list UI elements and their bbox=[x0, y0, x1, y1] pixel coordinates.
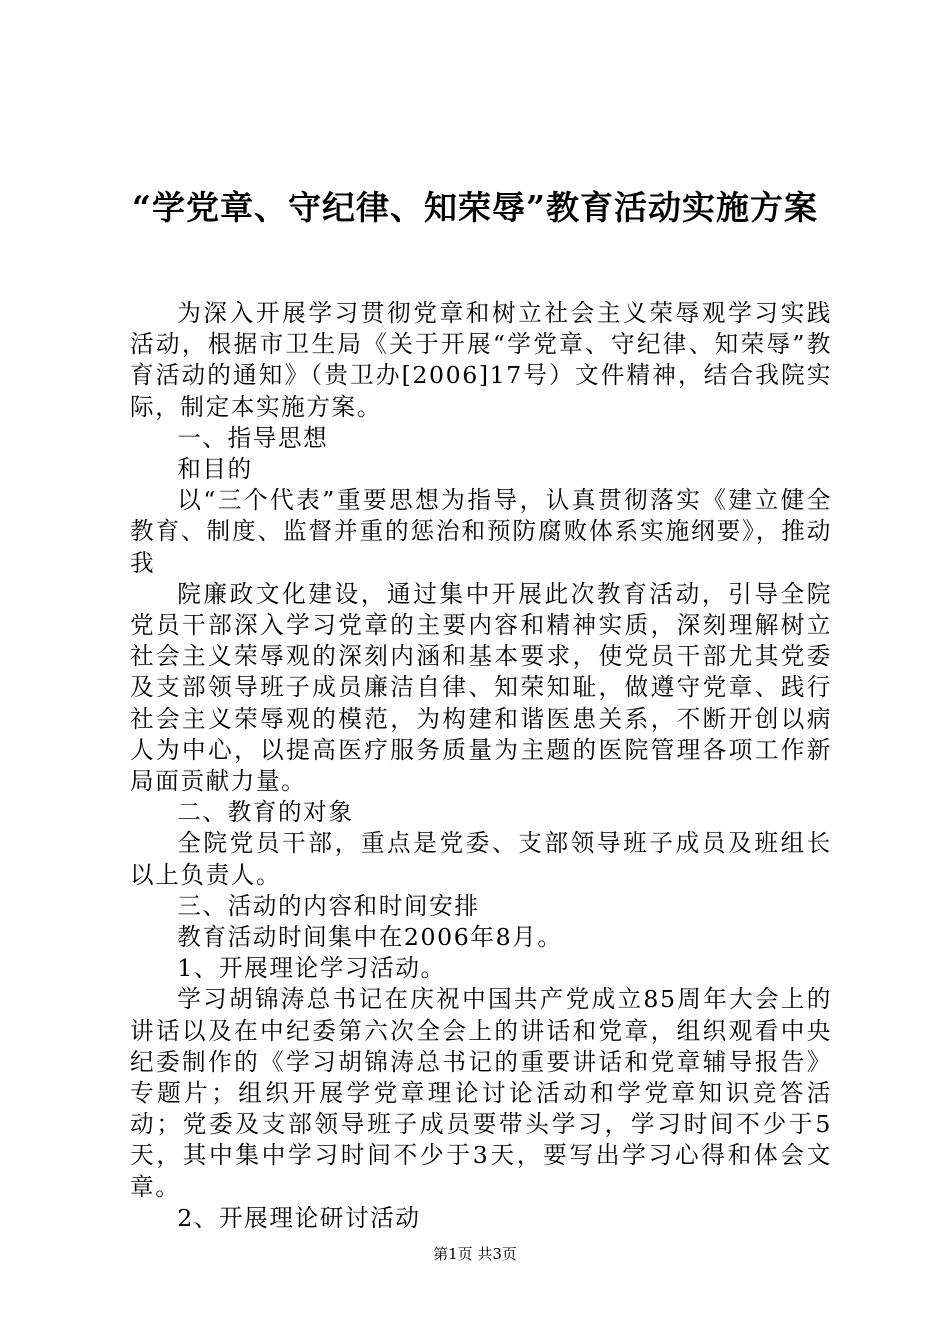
subsection-heading: 2、开展理论研讨活动 bbox=[177, 1203, 421, 1232]
document-body bbox=[130, 298, 832, 1234]
paragraph: 为深入开展学习贯彻党章和树立社会主义荣辱观学习实践活动，根据市卫生局《关于开展“学党章、守纪律、知荣辱”教育活动的通知》（贵卫办[2006]17号）文件精神，结合我院实际，制定本实施方案。 bbox=[130, 299, 832, 421]
paragraph: 以“三个代表”重要思想为指导，认真贯彻落实《建立健全教育、制度、监督并重的惩治和预防腐败体系实施纲要》，推动我 bbox=[130, 486, 832, 577]
document-title: “学党章、守纪律、知荣辱”教育活动实施方案 bbox=[132, 188, 818, 227]
paragraph: 全院党员干部，重点是党委、支部领导班子成员及班组长以上负责人。 bbox=[130, 829, 832, 889]
paragraph: 和目的 bbox=[177, 455, 253, 484]
subsection-heading: 1、开展理论学习活动。 bbox=[177, 954, 446, 983]
section-heading: 一、指导思想 bbox=[177, 423, 329, 452]
section-heading: 三、活动的内容和时间安排 bbox=[177, 891, 480, 920]
paragraph: 教育活动时间集中在2006年8月。 bbox=[177, 923, 563, 952]
page-footer: 第1页 共3页 bbox=[433, 1245, 517, 1263]
paragraph: 学习胡锦涛总书记在庆祝中国共产党成立85周年大会上的讲话以及在中纪委第六次全会上的讲话和党章，组织观看中央纪委制作的《学习胡锦涛总书记的重要讲话和党章辅导报告》专题片；组织开展学党章理论讨论活动和学党章知识竞答活动；党委及支部领导班子成员要带头学习，学习时间不少于5天，其中集中学习时间不少于3天，要写出学习心得和体会文章。 bbox=[130, 985, 832, 1201]
paragraph: 院廉政文化建设，通过集中开展此次教育活动，引导全院党员干部深入学习党章的主要内容和精神实质，深刻理解树立社会主义荣辱观的深刻内涵和基本要求，使党员干部尤其党委及支部领导班子成员廉洁自律、知荣知耻，做遵守党章、践行社会主义荣辱观的模范，为构建和谐医患关系，不断开创以病人为中心，以提高医疗服务质量为主题的医院管理各项工作新局面贡献力量。 bbox=[130, 579, 832, 796]
section-heading: 二、教育的对象 bbox=[177, 798, 354, 827]
